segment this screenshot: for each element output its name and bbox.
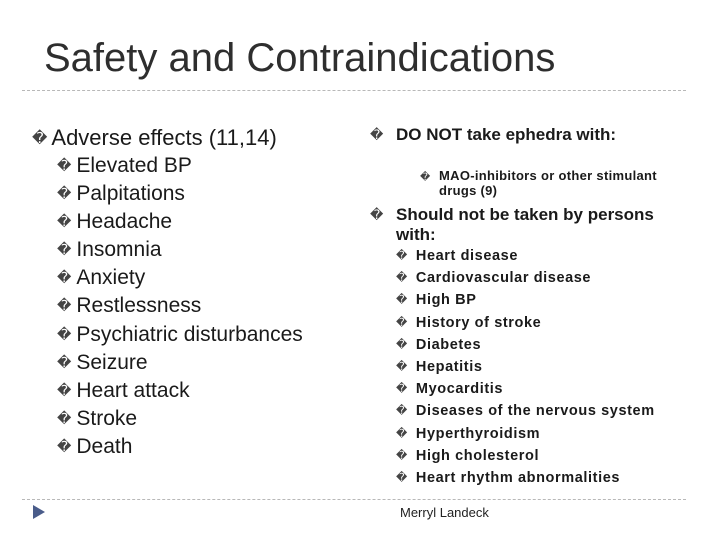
bullet-icon: � xyxy=(396,426,408,440)
bullet-icon: � xyxy=(370,208,384,223)
adverse-effects-list xyxy=(32,152,303,461)
bullet-icon: � xyxy=(57,382,72,399)
list-item: � Hepatitis xyxy=(396,359,483,376)
list-item: � Diabetes xyxy=(396,336,482,353)
list-item: � Diseases of the nervous system xyxy=(396,403,655,420)
do-not-take-heading: � DO NOT take ephedra with: xyxy=(370,125,617,144)
list-item: � Palpitations xyxy=(57,182,185,206)
bullet-icon: � xyxy=(57,186,72,203)
footer-divider xyxy=(22,499,686,500)
bullet-icon: � xyxy=(396,360,408,374)
mao-inhibitors-item: � MAO-inhibitors or other stimulant drugs (9) xyxy=(420,168,657,198)
list-item: � History of stroke xyxy=(396,314,542,331)
bullet-icon: � xyxy=(32,129,48,147)
list-item: � Myocarditis xyxy=(396,381,504,398)
list-item: � Cardiovascular disease xyxy=(396,270,592,287)
left-column xyxy=(32,124,303,461)
title-divider xyxy=(22,90,686,91)
list-item: � Restlessness xyxy=(57,294,202,318)
bullet-icon: � xyxy=(370,128,384,143)
bullet-icon: � xyxy=(57,438,72,455)
bullet-icon: � xyxy=(396,293,408,307)
bullet-icon: � xyxy=(396,315,408,329)
bullet-icon: � xyxy=(57,270,72,287)
list-item: � Anxiety xyxy=(57,266,146,290)
bullet-icon: � xyxy=(420,172,431,183)
footer-author: Merryl Landeck xyxy=(400,505,489,520)
bullet-icon: � xyxy=(396,249,408,262)
list-item: � Death xyxy=(57,434,133,458)
bullet-icon: � xyxy=(57,298,72,315)
bullet-icon: � xyxy=(57,354,72,371)
list-item: � Seizure xyxy=(57,350,148,374)
list-item: � Hyperthyroidism xyxy=(396,425,541,442)
bullet-icon: � xyxy=(57,214,72,231)
bullet-icon: � xyxy=(57,158,72,174)
arrow-shape xyxy=(33,505,45,519)
next-slide-arrow-icon[interactable] xyxy=(33,505,45,519)
list-item: � Elevated BP xyxy=(57,154,192,177)
list-item: � Stroke xyxy=(57,406,138,430)
bullet-icon: � xyxy=(396,404,408,418)
list-item: � Psychiatric disturbances xyxy=(57,322,303,346)
list-item: � High BP xyxy=(396,292,477,309)
slide-title: Safety and Contraindications xyxy=(44,36,556,80)
bullet-icon: � xyxy=(57,326,72,343)
should-not-be-taken-heading: � Should not be taken by persons with: xyxy=(370,205,654,244)
bullet-icon: � xyxy=(396,337,408,351)
list-item: � High cholesterol xyxy=(396,447,540,464)
bullet-icon: � xyxy=(57,410,72,427)
bullet-icon: � xyxy=(396,271,408,285)
list-item: � Heart disease xyxy=(396,248,518,264)
contraindications-list xyxy=(396,245,655,489)
bullet-icon: � xyxy=(396,382,408,396)
list-item: � Heart attack xyxy=(57,378,190,402)
list-item: � Heart rhythm abnormalities xyxy=(396,470,621,487)
bullet-icon: � xyxy=(57,242,72,259)
bullet-icon: � xyxy=(396,471,408,485)
bullet-icon: � xyxy=(396,448,408,462)
list-item: � Insomnia xyxy=(57,238,162,262)
adverse-effects-heading: � Adverse effects (11,14) xyxy=(32,125,277,150)
list-item: � Headache xyxy=(57,210,173,234)
